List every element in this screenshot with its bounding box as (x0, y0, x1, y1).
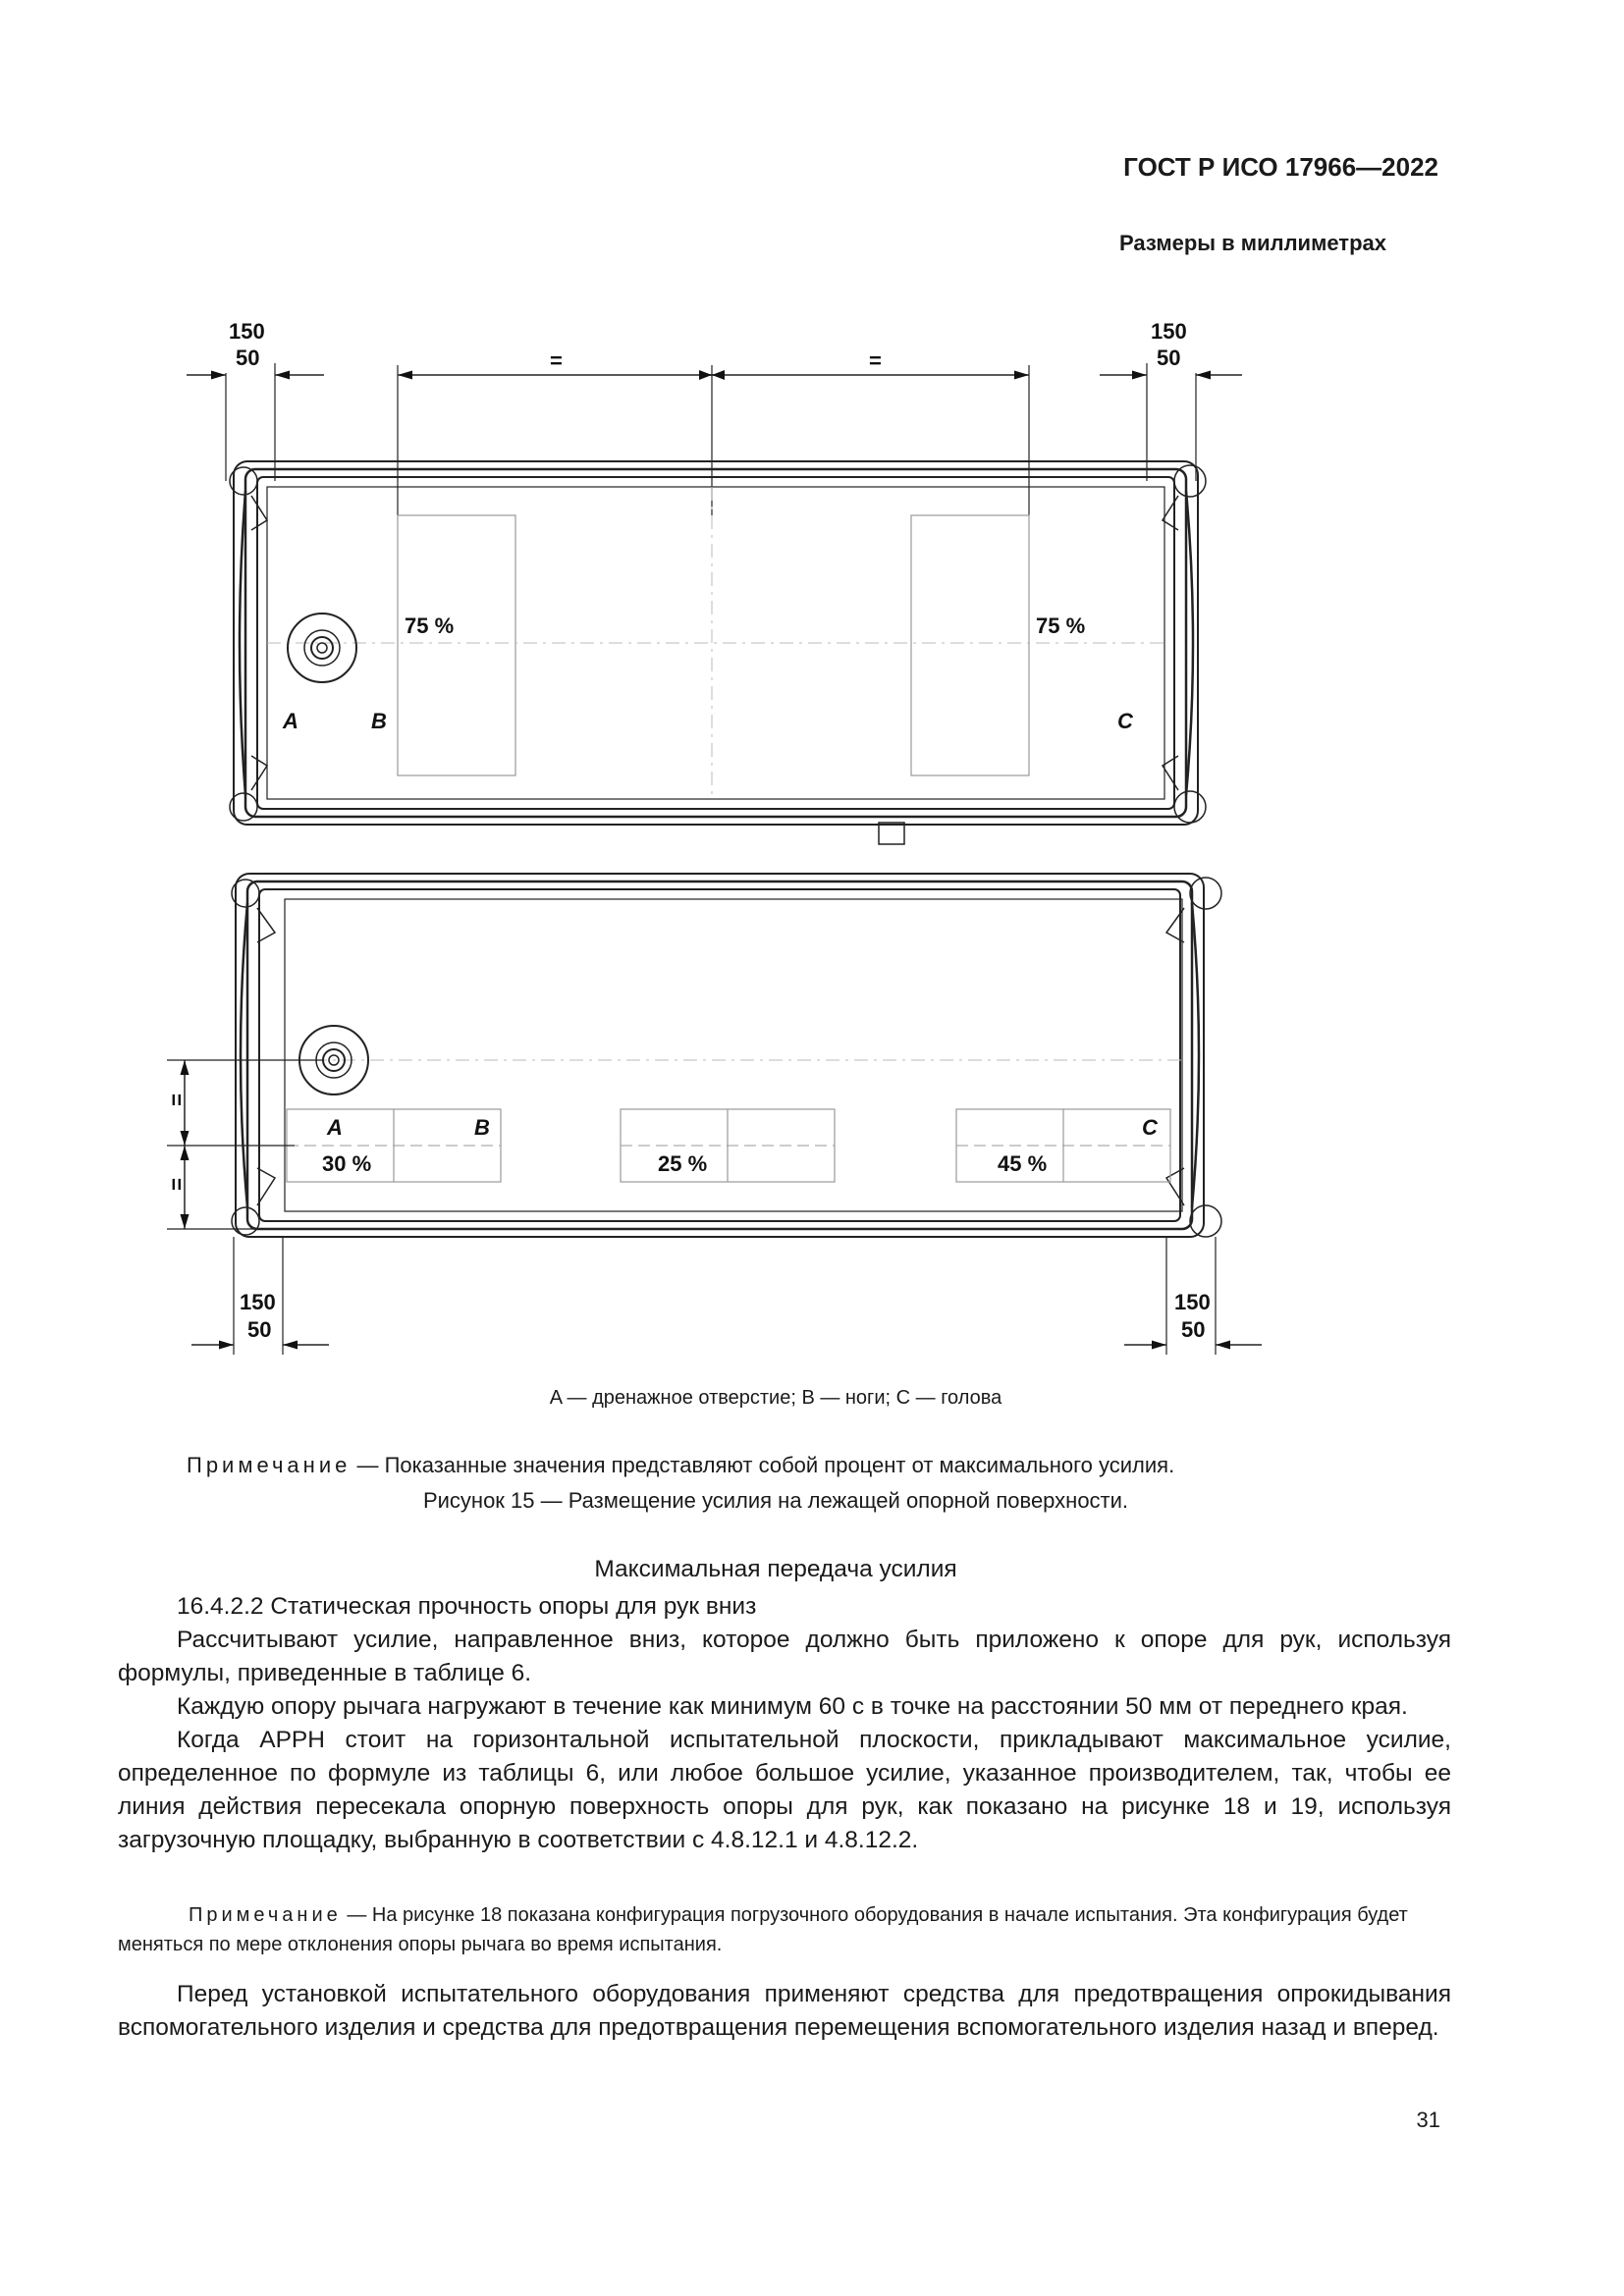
paragraph-1: Рассчитывают усилие, направленное вниз, которое должно быть приложено к опоре для рук, используя формулы, приведенные в таблице 6. (118, 1627, 1451, 1686)
top-label-c: C (1117, 709, 1133, 733)
top-pct-left: 75 % (405, 614, 455, 638)
dim-eq-top-1: = (550, 348, 563, 373)
bottom-label-c: C (1142, 1115, 1158, 1140)
dim-150-top-left: 150 (229, 319, 265, 344)
top-pct-right: 75 % (1036, 614, 1086, 638)
bottom-pct-b: 25 % (658, 1151, 708, 1176)
dim-150-top-right: 150 (1151, 319, 1187, 344)
note-1-text: — Показанные значения представляют собой процент от максимального усилия. (351, 1453, 1175, 1477)
dim-50-top-left: 50 (236, 346, 260, 370)
closing-paragraph (118, 1978, 1451, 2045)
bottom-pct-c: 45 % (998, 1151, 1048, 1176)
dim-150-bottom-left: 150 (240, 1290, 276, 1314)
note-2 (118, 1900, 1451, 1959)
top-label-b: B (371, 709, 387, 733)
note-2-text: — На рисунке 18 показана конфигурация погрузочного оборудования в начале испытания. Эта конфигурация будет меняться по мере отклонения опоры рычага во время испытания. (118, 1904, 1408, 1955)
note-1-label: Примечание (187, 1453, 352, 1477)
figure-legend: A — дренажное отверстие; B — ноги; C — голова (549, 1387, 1002, 1409)
section-heading: 16.4.2.2 Статическая прочность опоры для рук вниз (177, 1593, 757, 1620)
standard-header: ГОСТ Р ИСО 17966—2022 (1123, 152, 1438, 182)
figure-caption: Рисунок 15 — Размещение усилия на лежащей опорной поверхности. (422, 1488, 1129, 1513)
bottom-view-drawing (167, 874, 1262, 1355)
bottom-pct-a: 30 % (322, 1151, 372, 1176)
dim-eq-left-1: = (164, 1094, 189, 1106)
section-subtitle: Максимальная передача усилия (594, 1556, 957, 1582)
bottom-label-a: A (327, 1115, 343, 1140)
paragraph-2: Каждую опору рычага нагружают в течение как минимум 60 с в точке на расстоянии 50 мм от переднего края. (177, 1693, 1408, 1720)
dim-50-bottom-right: 50 (1181, 1317, 1206, 1342)
paragraph-3: Когда АРРН стоит на горизонтальной испытательной плоскости, прикладывают максимальное усилие, определенное по формуле из таблицы 6, или любое большое усилие, указанное производителем, так, чтобы ее линия действия пересекала опорную поверхность опоры для рук, как показано на рисунке 18 и 19, используя загрузочную площадку, выбранную в соответствии с 4.8.12.1 и 4.8.12.2. (118, 1727, 1451, 1853)
note-1 (187, 1449, 1453, 1481)
dim-eq-top-2: = (869, 348, 882, 373)
note-2-label: Примечание (189, 1904, 342, 1926)
top-view-drawing (187, 363, 1242, 844)
paragraph-4: Перед установкой испытательного оборудования применяют средства для предотвращения опрокидывания вспомогательного изделия и средства для предотвращения перемещения вспомогательного изделия назад и вперед. (118, 1981, 1451, 2041)
bottom-label-b: B (474, 1115, 490, 1140)
dim-50-bottom-left: 50 (247, 1317, 272, 1342)
dim-150-bottom-right: 150 (1174, 1290, 1211, 1314)
units-note: Размеры в миллиметрах (1119, 231, 1386, 255)
dim-eq-left-2: = (164, 1178, 189, 1191)
top-label-a: A (283, 709, 298, 733)
dim-50-top-right: 50 (1157, 346, 1181, 370)
section-body (118, 1590, 1451, 1857)
page-number: 31 (1416, 2108, 1440, 2132)
